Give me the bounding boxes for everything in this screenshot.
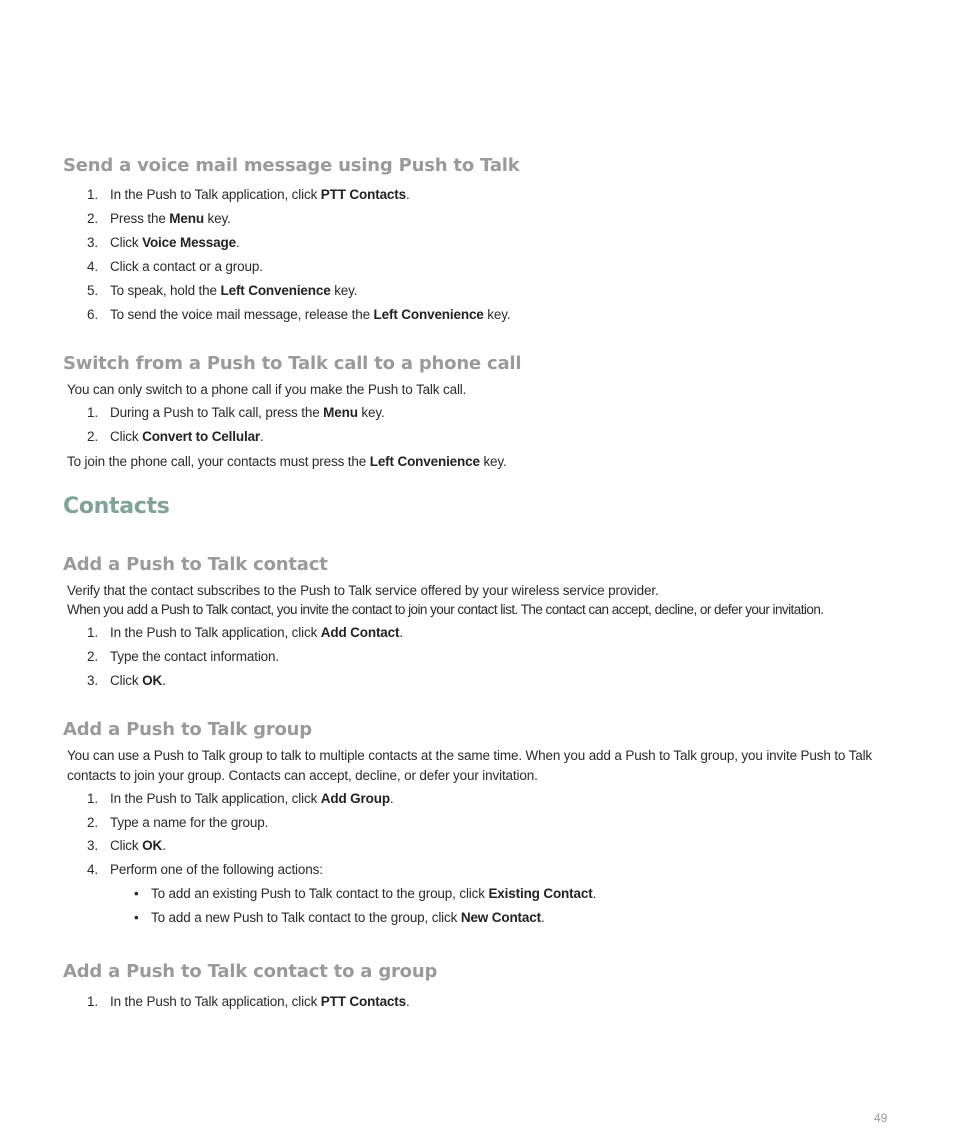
add-group-step-1: 1. In the Push to Talk application, click Add Group. <box>87 791 394 806</box>
add-group-intro: You can use a Push to Talk group to talk to multiple contacts at the same time. When you add a Push to Talk group, you invite Push to Talk contacts to join your group. Contacts can accept, decline, or defer your invitation. <box>67 748 873 783</box>
switch-call-outro: To join the phone call, your contacts must press the Left Convenience key. <box>67 454 507 469</box>
voicemail-step-6: 6. To send the voice mail message, release the Left Convenience key. <box>87 307 511 322</box>
voicemail-step-2: 2. Press the Menu key. <box>87 211 231 226</box>
add-group-step-2: 2. Type a name for the group. <box>87 815 269 830</box>
heading-add-to-group: Add a Push to Talk contact to a group <box>63 961 438 982</box>
heading-add-contact: Add a Push to Talk contact <box>63 554 328 575</box>
switch-call-intro: You can only switch to a phone call if you make the Push to Talk call. <box>67 382 467 397</box>
heading-send-voicemail: Send a voice mail message using Push to Talk <box>63 155 520 176</box>
add-group-step-4: 4. Perform one of the following actions: <box>87 862 323 877</box>
voicemail-step-1: 1. In the Push to Talk application, click PTT Contacts. <box>87 187 410 202</box>
add-contact-step-2: 2. Type the contact information. <box>87 649 279 664</box>
add-contact-step-3: 3. Click OK. <box>87 673 166 688</box>
voicemail-step-4: 4. Click a contact or a group. <box>87 259 263 274</box>
add-to-group-step-1: 1. In the Push to Talk application, click PTT Contacts. <box>87 994 410 1009</box>
voicemail-step-5: 5. To speak, hold the Left Convenience key. <box>87 283 358 298</box>
heading-switch-call: Switch from a Push to Talk call to a phone call <box>63 353 522 374</box>
add-group-bullet-1: • To add an existing Push to Talk contact to the group, click Existing Contact. <box>134 886 597 901</box>
add-contact-intro-2: When you add a Push to Talk contact, you invite the contact to join your contact list. The contact can accept, decline, or defer your invitation. <box>67 602 824 617</box>
add-group-bullet-2: • To add a new Push to Talk contact to the group, click New Contact. <box>134 910 545 925</box>
add-group-step-3: 3. Click OK. <box>87 838 166 853</box>
add-contact-intro-1: Verify that the contact subscribes to the Push to Talk service offered by your wireless service provider. <box>67 583 659 598</box>
switch-call-step-2: 2. Click Convert to Cellular. <box>87 429 264 444</box>
page-number: 49 <box>874 1111 888 1125</box>
heading-contacts: Contacts <box>63 494 170 519</box>
add-contact-step-1: 1. In the Push to Talk application, click Add Contact. <box>87 625 403 640</box>
voicemail-step-3: 3. Click Voice Message. <box>87 235 240 250</box>
switch-call-step-1: 1. During a Push to Talk call, press the Menu key. <box>87 405 385 420</box>
heading-add-group: Add a Push to Talk group <box>63 719 312 740</box>
